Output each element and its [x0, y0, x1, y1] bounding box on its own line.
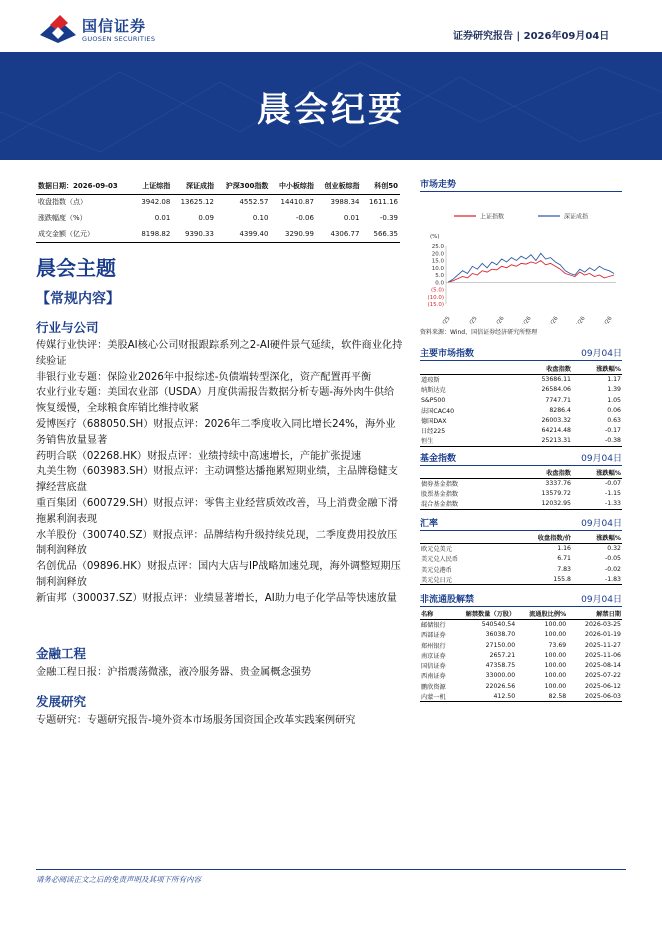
table-row [420, 415, 622, 425]
table-cell: -1.33 [572, 499, 622, 509]
report-link[interactable]: 药明合联（02268.HK）财报点评：业绩持续中高速增长，产能扩张提速 [36, 450, 362, 462]
table-cell: 0.63 [607, 417, 621, 425]
table-cell: 9390.33 [172, 226, 216, 242]
table-cell: 7.83 [557, 565, 571, 573]
table-header-cell: 名称 [420, 609, 465, 619]
x-tick-label: 9/26 [601, 315, 614, 324]
brand-name-cn: 国信证券 [82, 17, 147, 35]
market-trend-header [420, 177, 622, 192]
table-header-cell: 科创50 [361, 178, 400, 194]
table-cell: 7747.71 [545, 396, 571, 404]
table-header-row [420, 468, 622, 478]
table-cell: 道琼斯 [421, 377, 440, 385]
table-cell: 债券基金指数 [421, 481, 459, 489]
report-link[interactable]: 新宙邦（300037.SZ）财报点评：业绩显著增长，AI助力电子化学品等快速放量 [36, 592, 397, 604]
table-cell: 0.09 [198, 214, 214, 222]
table-cell: 2025-08-14 [585, 662, 621, 670]
table-cell: 0.32 [607, 545, 621, 553]
table-cell: 4552.57 [239, 198, 269, 207]
group-title-development: 发展研究 [36, 694, 87, 709]
table-cell: 3290.99 [270, 226, 316, 242]
table-row [420, 489, 622, 499]
table-header-row [420, 609, 622, 619]
table-cell: 鹏欣资源 [421, 683, 446, 691]
table-cell: 南京证券 [421, 652, 446, 660]
banner-title: 晨会纪要 [257, 90, 405, 130]
market-trend-chart [420, 206, 630, 324]
x-tick-label: 9/25 [439, 315, 452, 324]
table-header-cell: 涨跌幅% [572, 533, 622, 543]
table-header-cell: 涨跌幅% [572, 468, 622, 478]
table-cell: 3942.08 [141, 198, 171, 207]
row-label: 收盘指数（点） [38, 198, 87, 207]
table-cell: 73.69 [548, 641, 567, 649]
table-cell: 3988.34 [330, 198, 360, 207]
table-cell: 2025-11-27 [585, 641, 621, 649]
table-cell: 美元兑日元 [420, 574, 506, 584]
table-cell: 内蒙一机 [420, 691, 465, 701]
table-row [420, 374, 622, 384]
table-cell: -0.06 [295, 214, 314, 222]
table-cell: 540540.54 [481, 621, 516, 629]
page-header [0, 0, 662, 52]
table-cell: 26584.06 [541, 386, 571, 394]
table-cell: 0.06 [607, 406, 621, 414]
table-cell: 1611.16 [369, 198, 398, 207]
chart-source: 资料来源：Wind、国信证券经济研究所整理 [420, 329, 538, 336]
table-row [420, 640, 622, 650]
table-row [420, 426, 622, 436]
table-row [420, 574, 622, 584]
table-row [420, 385, 622, 395]
table-header-cell: 收盘指数 [506, 468, 572, 478]
table-cell: 22026.56 [485, 682, 516, 690]
report-link[interactable]: 非银行业专题：保险业2026年中报综述-负债端转型深化，资产配置再平衡 [36, 371, 372, 383]
table-cell: 郑州银行 [421, 642, 446, 650]
table-cell: 33000.00 [485, 672, 516, 680]
report-link[interactable]: 重百集团（600729.SH）财报点评：零售主业经营质效改善，马上消费金融下滑拖累利润表现 [36, 497, 398, 525]
group-title-industry: 行业与公司 [36, 320, 99, 335]
table-cell: 西南证券 [421, 673, 446, 681]
table-header-row [36, 178, 400, 194]
table-cell: 1.39 [607, 386, 621, 394]
table-cell: 1.05 [607, 396, 621, 404]
table-cell: 82.58 [516, 691, 567, 701]
section-heading: 汇率 [420, 519, 439, 529]
table-cell: -0.17 [604, 427, 621, 435]
section-title: 【常规内容】 [36, 291, 120, 307]
fx-table [420, 533, 622, 585]
table-header-cell: 上证综指 [134, 178, 172, 194]
main-title: 晨会主题 [36, 256, 116, 280]
table-cell: -0.07 [604, 480, 621, 488]
y-tick-label: (10.0) [427, 294, 444, 301]
table-header-cell [420, 533, 506, 543]
table-row [420, 405, 622, 415]
unlock-table [420, 609, 622, 702]
table-header-cell: 流通股比例% [516, 609, 567, 619]
table-cell: 53686.11 [541, 376, 571, 384]
section-heading: 非流通股解禁 [420, 595, 475, 605]
table-header-cell: 解禁日期 [567, 609, 622, 619]
table-cell: 8198.82 [134, 226, 172, 242]
table-cell: 6.71 [557, 555, 571, 563]
table-row [420, 564, 622, 574]
table-cell: 3337.76 [545, 480, 571, 488]
table-row [420, 478, 622, 488]
y-tick-label: (5.0) [430, 287, 444, 294]
table-header-cell: 中小板综指 [270, 178, 316, 194]
table-header-row [420, 533, 622, 543]
table-cell: 恒生 [420, 436, 506, 446]
x-tick-label: 3/26 [520, 315, 533, 324]
table-header-cell: 数据日期：2026-09-03 [36, 178, 134, 194]
table-header-cell: 创业板综指 [316, 178, 362, 194]
table-cell: 国信证券 [421, 663, 446, 671]
group-title-quant: 金融工程 [36, 646, 87, 661]
table-cell: 西部证券 [421, 632, 446, 640]
y-tick-label: 20.0 [431, 251, 444, 258]
table-cell: 日经225 [421, 428, 446, 436]
x-tick-label: 1/26 [493, 315, 506, 324]
table-row [420, 395, 622, 405]
table-cell: 100.00 [544, 621, 567, 629]
table-cell: 美元兑人民币 [421, 556, 459, 564]
y-tick-label: 5.0 [435, 273, 444, 279]
table-row [36, 210, 400, 226]
table-cell: -1.83 [572, 574, 622, 584]
table-cell: 0.10 [252, 214, 269, 222]
x-tick-label: 5/26 [547, 315, 560, 324]
funds-table [420, 468, 622, 510]
table-row [420, 630, 622, 640]
table-row [420, 671, 622, 681]
table-row [36, 194, 400, 210]
table-cell: 27150.00 [485, 641, 516, 649]
section-heading: 市场走势 [420, 180, 457, 190]
section-date: 09月04日 [581, 519, 622, 529]
table-cell: 566.35 [361, 226, 400, 242]
table-cell: 12032.95 [506, 499, 572, 509]
table-cell: 1.17 [607, 376, 621, 384]
table-header-cell: 解禁数量（万股） [465, 609, 517, 619]
table-cell: 美元兑港币 [421, 566, 452, 574]
table-cell: 100.00 [544, 651, 567, 659]
y-tick-label: 0.0 [435, 280, 444, 287]
report-link[interactable]: 水羊股份（300740.SZ）财报点评：品牌结构升级持续兑现，二季度费用投放压制利润释放 [36, 529, 398, 557]
table-header-cell [420, 468, 506, 478]
report-link[interactable]: 传媒行业快评：美股AI核心公司财报跟踪系列之2-AI硬件景气延续，软件商业化持续验证 [36, 340, 403, 367]
y-tick-label: (15.0) [427, 302, 444, 308]
footer-divider [36, 869, 626, 870]
market-index-table [36, 178, 400, 243]
table-cell: 0.01 [343, 214, 360, 222]
y-unit-label: (%) [430, 234, 440, 240]
table-cell: 26003.32 [541, 417, 571, 425]
table-cell: 47358.75 [485, 662, 516, 670]
table-cell: 8286.4 [549, 406, 571, 414]
funds-header [420, 451, 622, 466]
table-cell: -1.15 [604, 490, 621, 498]
table-cell: 2025-11-06 [585, 651, 621, 659]
table-cell: 100.00 [544, 672, 567, 680]
table-cell: 13579.72 [541, 490, 571, 498]
table-cell: S&P500 [421, 396, 446, 404]
major-markets-table [420, 364, 622, 447]
table-cell: 13625.12 [180, 198, 214, 207]
guosen-logo-icon [38, 13, 78, 45]
report-link[interactable]: 名创优品（09896.HK）财报点评：国内大店与IP战略加速兑现，海外调整短期压制利润释放 [36, 561, 401, 588]
report-link[interactable]: 爱博医疗（688050.SH）财报点评：2026年二季度收入同比增长24%，海外业务销售放量显著 [36, 418, 396, 446]
section-heading: 主要市场指数 [420, 349, 475, 359]
table-cell: 欧元兑美元 [421, 546, 452, 554]
section-date: 09月04日 [581, 454, 622, 464]
fx-header [420, 516, 622, 531]
section-heading: 基金指数 [420, 454, 457, 464]
row-label: 成交金额（亿元） [36, 226, 134, 242]
table-cell: 1.16 [557, 545, 571, 553]
section-date: 09月04日 [581, 595, 622, 605]
industry-report-list [36, 338, 404, 607]
row-label: 涨跌幅度（%） [38, 214, 87, 222]
report-link[interactable]: 农业行业专题：美国农业部（USDA）月度供需报告数据分析专题-海外肉牛供给恢复缓慢，全球粮食库销比维持收紧 [36, 387, 395, 415]
table-cell: -0.38 [572, 436, 622, 446]
table-cell: 25213.31 [506, 436, 572, 446]
table-cell: 100.00 [544, 631, 567, 639]
table-cell: 德国DAX [421, 418, 447, 426]
table-cell: 100.00 [544, 662, 567, 670]
x-tick-label: 11/25 [464, 315, 479, 324]
table-cell: 2026-03-25 [585, 621, 621, 629]
table-cell: 混合基金指数 [420, 499, 506, 509]
table-cell: 100.00 [544, 682, 567, 690]
report-link[interactable]: 丸美生物（603983.SH）财报点评：主动调整达播拖累短期业绩，主品牌稳健支撑经营底盘 [36, 466, 398, 494]
table-cell: 155.8 [506, 574, 572, 584]
table-cell: 股票基金指数 [421, 491, 459, 499]
table-cell: -0.05 [604, 555, 621, 563]
y-tick-label: 10.0 [431, 265, 444, 272]
table-header-cell: 收盘指数/价 [506, 533, 572, 543]
brand-name-en: GUOSEN SECURITIES [82, 35, 156, 43]
series-line-0 [448, 261, 614, 283]
major-markets-header [420, 346, 622, 361]
table-cell: 法国CAC40 [421, 407, 455, 415]
series-line-1 [448, 253, 614, 282]
table-cell: 纳斯达克 [421, 387, 446, 395]
table-cell: 邮储银行 [421, 622, 446, 630]
section-date: 09月04日 [581, 349, 622, 359]
table-cell: 2025-06-03 [567, 691, 622, 701]
table-row [420, 499, 622, 509]
table-header-cell: 深证成指 [172, 178, 216, 194]
table-cell: 2657.21 [489, 651, 516, 659]
report-link[interactable]: 专题研究：专题研究报告-境外资本市场服务国资国企改革实践案例研究 [36, 715, 356, 726]
table-cell: -0.39 [379, 214, 398, 222]
table-cell: 2025-07-22 [585, 672, 621, 680]
table-row [420, 660, 622, 670]
table-cell: 2025-06-12 [585, 682, 621, 690]
table-row [420, 681, 622, 691]
report-link[interactable]: 金融工程日报：沪指震荡微涨，液冷服务器、贵金属概念强势 [36, 667, 312, 678]
table-row [420, 650, 622, 660]
y-tick-label: 15.0 [431, 258, 444, 265]
table-row [420, 436, 622, 446]
brand-logo [38, 13, 168, 49]
x-tick-label: 7/26 [574, 315, 587, 324]
table-cell: 2026-01-19 [585, 631, 621, 639]
table-row [36, 226, 400, 242]
legend-label: 深证成指 [564, 213, 589, 221]
table-cell: 4399.40 [216, 226, 270, 242]
table-row [420, 543, 622, 553]
table-cell: 64214.48 [541, 427, 571, 435]
table-cell: -0.02 [604, 565, 621, 573]
table-cell: 0.01 [154, 214, 171, 222]
quant-report-list [36, 665, 404, 681]
table-cell: 412.50 [465, 691, 517, 701]
table-header-row [420, 364, 622, 374]
table-header-cell: 收盘指数 [506, 364, 572, 374]
legend-label: 上证指数 [480, 213, 505, 221]
trend-chart-svg [420, 206, 630, 324]
unlock-header [420, 592, 622, 607]
report-type-date: 证券研究报告 | 2026年09月04日 [453, 31, 610, 42]
title-banner [0, 52, 662, 160]
table-header-cell: 涨跌幅% [572, 364, 622, 374]
table-row [420, 619, 622, 629]
table-cell: 36038.70 [485, 631, 516, 639]
table-header-cell: 沪深300指数 [216, 178, 270, 194]
table-header-cell [420, 364, 506, 374]
development-report-list [36, 713, 404, 729]
y-tick-label: 25.0 [431, 244, 444, 250]
table-cell: 14410.87 [280, 198, 314, 207]
table-row [420, 691, 622, 701]
table-cell: 4306.77 [316, 226, 362, 242]
table-row [420, 554, 622, 564]
footer-disclaimer: 请务必阅读正文之后的免责声明及其项下所有内容 [36, 875, 201, 884]
